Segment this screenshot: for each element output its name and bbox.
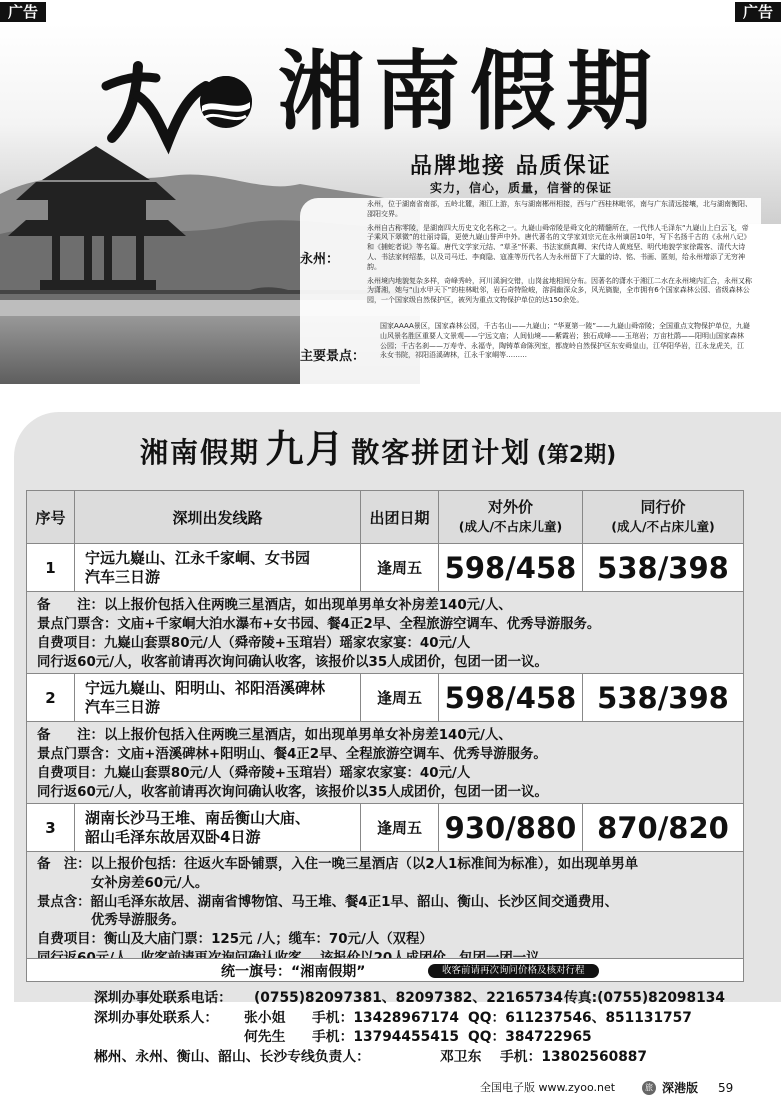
yongzhou-section bbox=[300, 200, 761, 318]
edition-label: 深港版 bbox=[662, 1081, 699, 1095]
header-peer-sub: (成人/不占床儿童) bbox=[611, 519, 715, 534]
tagline-bar bbox=[26, 958, 744, 982]
brand-title: 湘南假期 bbox=[278, 41, 662, 142]
row-route-line: 宁远九嶷山、阳明山、祁阳浯溪碑林 bbox=[85, 678, 326, 697]
info-box bbox=[300, 198, 761, 384]
ad-label-right: 广告 bbox=[735, 2, 781, 22]
table-header bbox=[26, 490, 744, 544]
contact-mobile: 手机：13428967174 bbox=[312, 1009, 459, 1026]
note-line: 自费项目：九嶷山套票80元/人（舜帝陵+玉琯岩）瑶家农家宴：40元/人 bbox=[37, 766, 471, 781]
scenic-text: 国家AAAA景区，国家森林公园，千古名山——九嶷山；“华夏第一陵”——九嶷山舜帝陵；全国重点文物保护单位，九嶷山风景名胜区重要人文景观——宁远文庙；人间仙境——紫霞岩；独石成峰——玉琯岩；万亩杜鹃——阳明山国家森林公园；千古名刹——万寿寺、永福寺，陶铸革命陈列室，都庞岭自然保护区东安舜皇山，江华阳华岩，江永龙虎关，江永女书院，祁阳浯溪碑林，江永千家峒等……… bbox=[380, 322, 750, 360]
plan-title-brand: 湘南假期 bbox=[140, 436, 261, 469]
row-date: 逢周五 bbox=[361, 674, 439, 721]
header-no: 序号 bbox=[27, 491, 75, 543]
row-peer-price: 538/398 bbox=[597, 550, 729, 585]
plan-title-month: 九月 bbox=[265, 427, 346, 471]
row-notes bbox=[26, 592, 744, 674]
header-public-label: 对外价 bbox=[487, 498, 533, 516]
row-public-price: 598/458 bbox=[439, 674, 583, 721]
contact-qq: QQ：611237546、851131757 bbox=[468, 1009, 692, 1026]
itinerary-table bbox=[26, 490, 744, 972]
line-manager-mobile: 手机：13802560887 bbox=[500, 1048, 647, 1065]
note-line: 自费项目：九嶷山套票80元/人（舜帝陵+玉琯岩）瑶家农家宴：40元/人 bbox=[37, 636, 471, 651]
phone-line bbox=[94, 989, 774, 1009]
row-no: 1 bbox=[27, 544, 75, 591]
header-route: 深圳出发线路 bbox=[75, 491, 361, 543]
row-route-line: 宁远九嶷山、江永千家峒、女书园 bbox=[85, 548, 311, 567]
scenic-section bbox=[300, 322, 761, 382]
person-label: 深圳办事处联系人： bbox=[94, 1009, 219, 1026]
row-public-price: 598/458 bbox=[439, 544, 583, 591]
plan-title-main: 散客拼团计划 bbox=[351, 436, 532, 469]
row-route bbox=[75, 804, 361, 851]
header-public-sub: (成人/不占床儿童) bbox=[458, 519, 563, 534]
yongzhou-paragraph: 永州，位于湖南省南部，五岭北麓，湘江上游，东与湖南郴州相接，西与广西桂林毗邻，南与广东清远接壤，北与湖南衡阳、邵阳交界。 bbox=[367, 200, 752, 218]
yongzhou-paragraph: 永州境内地貌复杂多样，奇峰秀岭，河川溪涧交错，山岗盆地相间分布。因著名的潇水于湘江二水在永州境内汇合，永州又称为潇湘，她与“山水甲天下”的桂林毗邻，岩石奇特险峻，溶洞幽深众多，风光旖旎，全市拥有6个国家森林公园、省级森林公园，一个国家级自然保护区，被列为重点文物保护单位的达150余处。 bbox=[367, 276, 752, 305]
person-line bbox=[94, 1009, 774, 1029]
confirm-pill: 收客前请再次询问价格及核对行程 bbox=[428, 964, 599, 978]
note-line: 备 注：以上报价包括：往返火车卧铺票，入住一晚三星酒店（以2人1标准间为标准），如出现单男单 bbox=[37, 857, 639, 872]
note-line: 女补房差60元/人。 bbox=[91, 875, 209, 891]
row-route bbox=[75, 544, 361, 591]
line-manager-name: 邓卫东 bbox=[440, 1048, 482, 1065]
slogan: 品牌地接 品质保证 bbox=[410, 154, 612, 179]
plan-title-issue: (第2期) bbox=[536, 443, 617, 468]
phone-label: 深圳办事处联系电话： bbox=[94, 990, 232, 1006]
row-date: 逢周五 bbox=[361, 804, 439, 851]
table-row bbox=[26, 804, 744, 852]
note-line: 自费项目：衡山及大庙门票：125元 /人；缆车：70元/人（双程） bbox=[37, 932, 433, 948]
emblem-icon: 旅 bbox=[642, 1081, 656, 1095]
note-line: 同行返60元/人，收客前请再次询问确认收客，该报价以35人成团价，包团一团一议。 bbox=[37, 785, 548, 800]
line-manager-label: 郴州、永州、衡山、韶山、长沙专线负责人： bbox=[94, 1048, 370, 1065]
scenic-label: 主要景点： bbox=[300, 349, 366, 364]
note-line: 景点门票含：文庙+浯溪碑林+阳明山、餐4正2早、全程旅游空调车、优秀导游服务。 bbox=[37, 747, 547, 762]
yongzhou-text bbox=[367, 200, 753, 310]
note-line: 备 注：以上报价包括入住两晚三星酒店，如出现单男单女补房差140元/人、 bbox=[37, 728, 512, 743]
ad-label-left: 广告 bbox=[0, 2, 46, 22]
row-route-line: 湖南长沙马王堆、南岳衡山大庙、 bbox=[85, 808, 311, 827]
header-peer-label: 同行价 bbox=[640, 498, 686, 516]
header-banner bbox=[0, 24, 781, 384]
contacts bbox=[94, 989, 774, 1067]
yongzhou-paragraph: 永州自古称零陵，是湖南四大历史文化名称之一。九嶷山舜帝陵是舜文化的精髓所在，一代伟人毛泽东“九嶷山上白云飞，帝子乘风下翠微”的壮丽诗篇，更使九嶷山誉声中外。唐代著名的文学家刘宗元在永州谪居10年，写下名扬千古的《永州八记》和《捕蛇者说》等名篇。唐代文学家元结、“草圣”怀素、书法家颜真卿、宋代诗人黄庭坚、明代地貌学家徐霞客、清代大诗人、书法家何绍基，以及司马迁、李商隐、寇准等历代名人为永州留下了大量的诗、铭、书画、匿刻，给永州增添了无穷神韵。 bbox=[367, 223, 751, 271]
contact-name: 张小姐 bbox=[244, 1009, 286, 1026]
note-line: 景点含：韶山毛泽东故居、湖南省博物馆、马王堆、餐4正1早、韶山、衡山、长沙区间交通费用、 bbox=[37, 894, 619, 910]
row-no: 3 bbox=[27, 804, 75, 851]
header-date: 出团日期 bbox=[361, 491, 439, 543]
contact-mobile: 手机：13794455415 bbox=[312, 1029, 459, 1046]
plan-title bbox=[140, 424, 616, 482]
yongzhou-label: 永州： bbox=[300, 252, 340, 267]
note-line: 备 注：以上报价包括入住两晚三星酒店，如出现单男单女补房差140元/人、 bbox=[37, 598, 512, 613]
fax-number: 传真:(0755)82098134 bbox=[564, 990, 725, 1006]
website-link[interactable]: 全国电子版 www.zyoo.net bbox=[480, 1081, 616, 1094]
row-peer-price: 538/398 bbox=[597, 680, 729, 715]
row-route bbox=[75, 674, 361, 721]
line-manager bbox=[94, 1048, 774, 1068]
row-notes bbox=[26, 722, 744, 804]
person-line bbox=[94, 1028, 774, 1048]
contact-qq: QQ：384722965 bbox=[468, 1029, 592, 1046]
note-line: 同行返60元/人，收客前请再次询问确认收客，该报价以35人成团价，包团一团一议。 bbox=[37, 655, 548, 670]
header-public-price bbox=[439, 491, 583, 543]
row-route-line: 韶山毛泽东故居双卧4日游 bbox=[85, 827, 261, 846]
unified-flag: 统一旗号：“湘南假期” bbox=[221, 964, 366, 980]
slogan-sub: 实力，信心，质量，信誉的保证 bbox=[430, 181, 613, 195]
page-number: 59 bbox=[718, 1081, 734, 1095]
table-row bbox=[26, 674, 744, 722]
contact-name: 何先生 bbox=[244, 1029, 286, 1046]
phone-numbers: (0755)82097381、82097382、22165734 bbox=[254, 990, 564, 1006]
page-footer bbox=[480, 1078, 770, 1098]
row-route-line: 汽车三日游 bbox=[85, 697, 161, 716]
row-notes bbox=[26, 852, 744, 972]
row-peer-price: 870/820 bbox=[597, 810, 729, 845]
row-no: 2 bbox=[27, 674, 75, 721]
header-peer-price bbox=[583, 491, 743, 543]
row-public-price: 930/880 bbox=[439, 804, 583, 851]
note-line: 优秀导游服务。 bbox=[91, 913, 185, 929]
row-route-line: 汽车三日游 bbox=[85, 567, 161, 586]
row-date: 逢周五 bbox=[361, 544, 439, 591]
note-line: 景点门票含：文庙+千家峒大泊水瀑布+女书园、餐4正2早、全程旅游空调车、优秀导游服务。 bbox=[37, 617, 601, 632]
table-row bbox=[26, 544, 744, 592]
